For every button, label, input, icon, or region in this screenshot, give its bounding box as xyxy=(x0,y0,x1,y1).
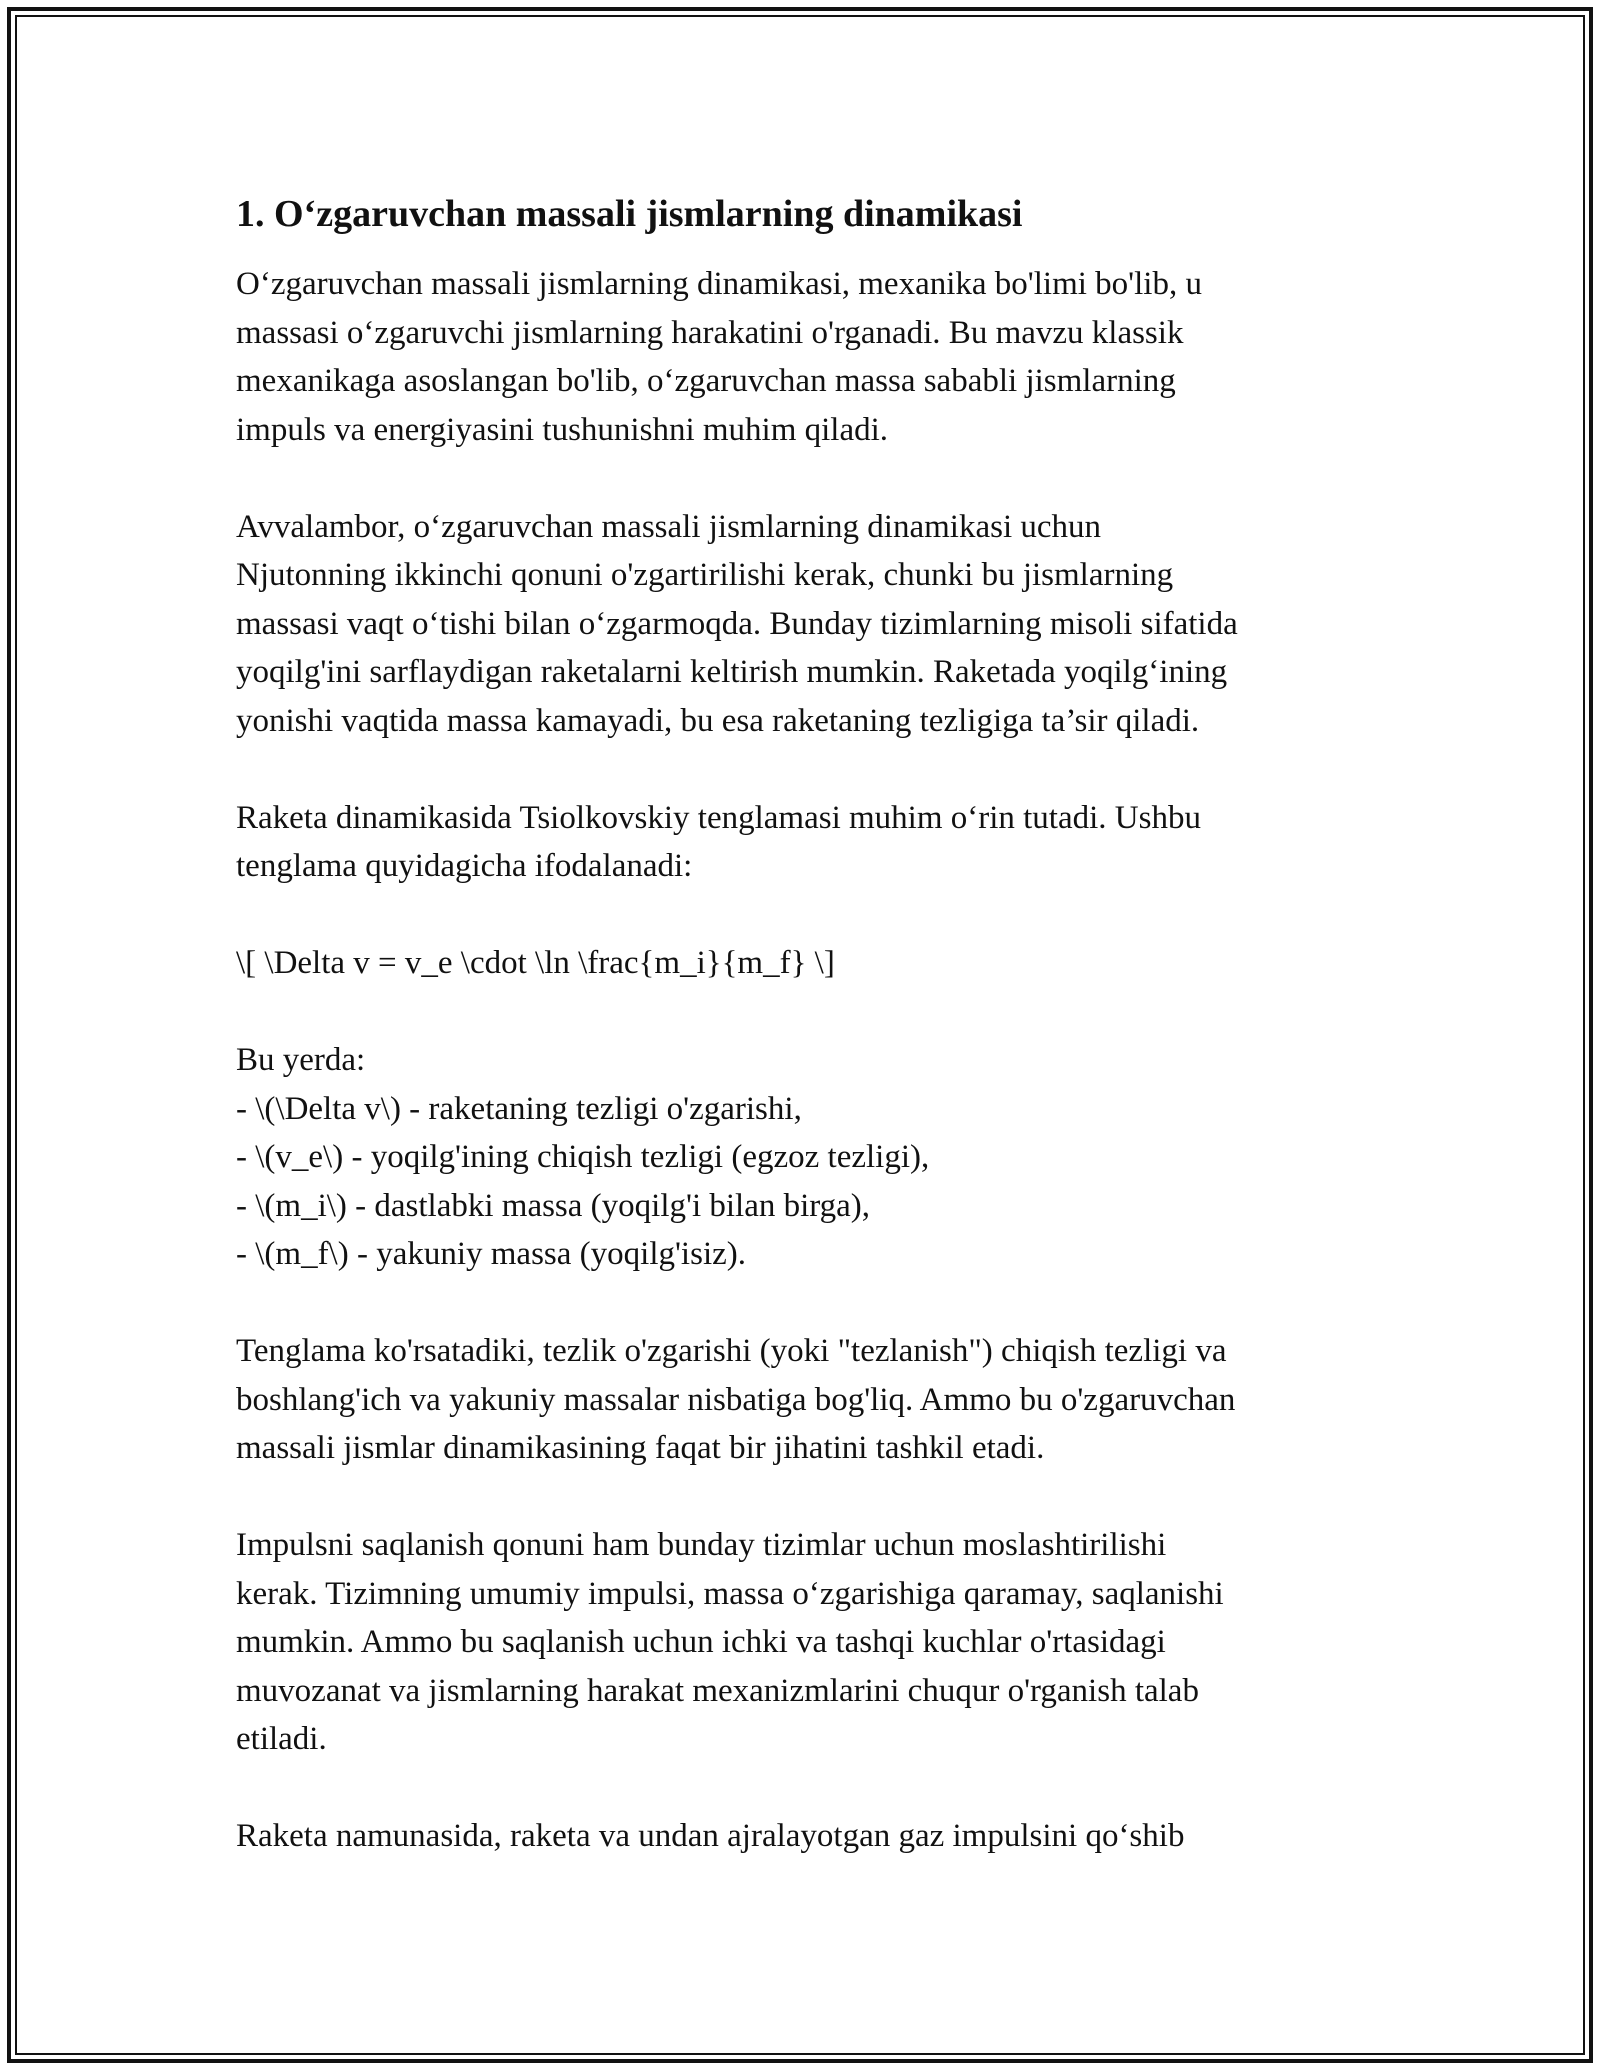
paragraph-equation-meaning xyxy=(236,1327,1366,1473)
text-line: impuls va energiyasini tushunishni muhim qiladi. xyxy=(236,411,889,448)
document-body xyxy=(236,188,1366,1909)
paragraph-tsiolkovsky-intro xyxy=(236,794,1366,891)
text-line: Avvalambor, o‘zgaruvchan massali jismlarning dinamikasi uchun xyxy=(236,508,1102,545)
text-line: Njutonning ikkinchi qonuni o'zgartirilishi kerak, chunki bu jismlarning xyxy=(236,557,1174,593)
text-line: O‘zgaruvchan massali jismlarning dinamikasi, mexanika bo'limi bo'lib, u xyxy=(236,266,1202,302)
paragraph-newton-law xyxy=(236,503,1366,746)
text-line: Tenglama ko'rsatadiki, tezlik o'zgarishi (yoki "tezlanish") chiqish tezligi va xyxy=(236,1333,1227,1369)
text-line: Raketa namunasida, raketa va undan ajralayotgan gaz impulsini qo‘shib xyxy=(236,1818,1185,1854)
text-line: mexanikaga asoslangan bo'lib, o‘zgaruvchan massa sababli jismlarning xyxy=(236,363,1176,399)
text-line: muvozanat va jismlarning harakat mexanizmlarini chuqur o'rganish talab xyxy=(236,1672,1199,1709)
text-line: Impulsni saqlanish qonuni ham bunday tizimlar uchun moslashtirilishi xyxy=(236,1527,1167,1563)
text-line: tenglama quyidagicha ifodalanadi: xyxy=(236,848,693,884)
text-line: etiladi. xyxy=(236,1721,327,1757)
equation-block xyxy=(236,939,1366,988)
text-line: boshlang'ich va yakuniy massalar nisbatiga bog'liq. Ammo bu o'zgaruvchan xyxy=(236,1381,1236,1418)
section-heading: 1. O‘zgaruvchan massali jismlarning dinamikasi xyxy=(236,193,1023,235)
paragraph-rocket-example xyxy=(236,1812,1366,1861)
list-item: - \(v_e\) - yoqilg'ining chiqish tezligi (egzoz tezligi), xyxy=(236,1139,930,1175)
text-line: massali jismlar dinamikasining faqat bir jihatini tashkil etadi. xyxy=(236,1430,1045,1466)
text-line: Raketa dinamikasida Tsiolkovskiy tenglamasi muhim o‘rin tutadi. Ushbu xyxy=(236,799,1201,836)
text-line: mumkin. Ammo bu saqlanish uchun ichki va tashqi kuchlar o'rtasidagi xyxy=(236,1624,1166,1660)
text-line: yonishi vaqtida massa kamayadi, bu esa raketaning tezligiga ta’sir qiladi. xyxy=(236,702,1200,739)
equation-text: \[ \Delta v = v_e \cdot \ln \frac{m_i}{m_f} \] xyxy=(236,945,835,981)
paragraph-intro xyxy=(236,260,1366,454)
list-item: - \(m_i\) - dastlabki massa (yoqilg'i bilan birga), xyxy=(236,1187,871,1224)
text-line: yoqilg'ini sarflaydigan raketalarni keltirish mumkin. Raketada yoqilg‘ining xyxy=(236,654,1228,690)
paragraph-variable-list xyxy=(236,1036,1366,1279)
list-item: - \(m_f\) - yakuniy massa (yoqilg'isiz). xyxy=(236,1236,747,1272)
text-line: kerak. Tizimning umumiy impulsi, massa o‘zgarishiga qaramay, saqlanishi xyxy=(236,1575,1224,1612)
paragraph-momentum-conservation xyxy=(236,1521,1366,1764)
text-line: massasi vaqt o‘tishi bilan o‘zgarmoqda. Bunday tizimlarning misoli sifatida xyxy=(236,605,1238,642)
text-line: massasi o‘zgaruvchi jismlarning harakatini o'rganadi. Bu mavzu klassik xyxy=(236,314,1184,351)
list-item: - \(\Delta v\) - raketaning tezligi o'zgarishi, xyxy=(236,1090,802,1127)
list-intro: Bu yerda: xyxy=(236,1042,366,1078)
